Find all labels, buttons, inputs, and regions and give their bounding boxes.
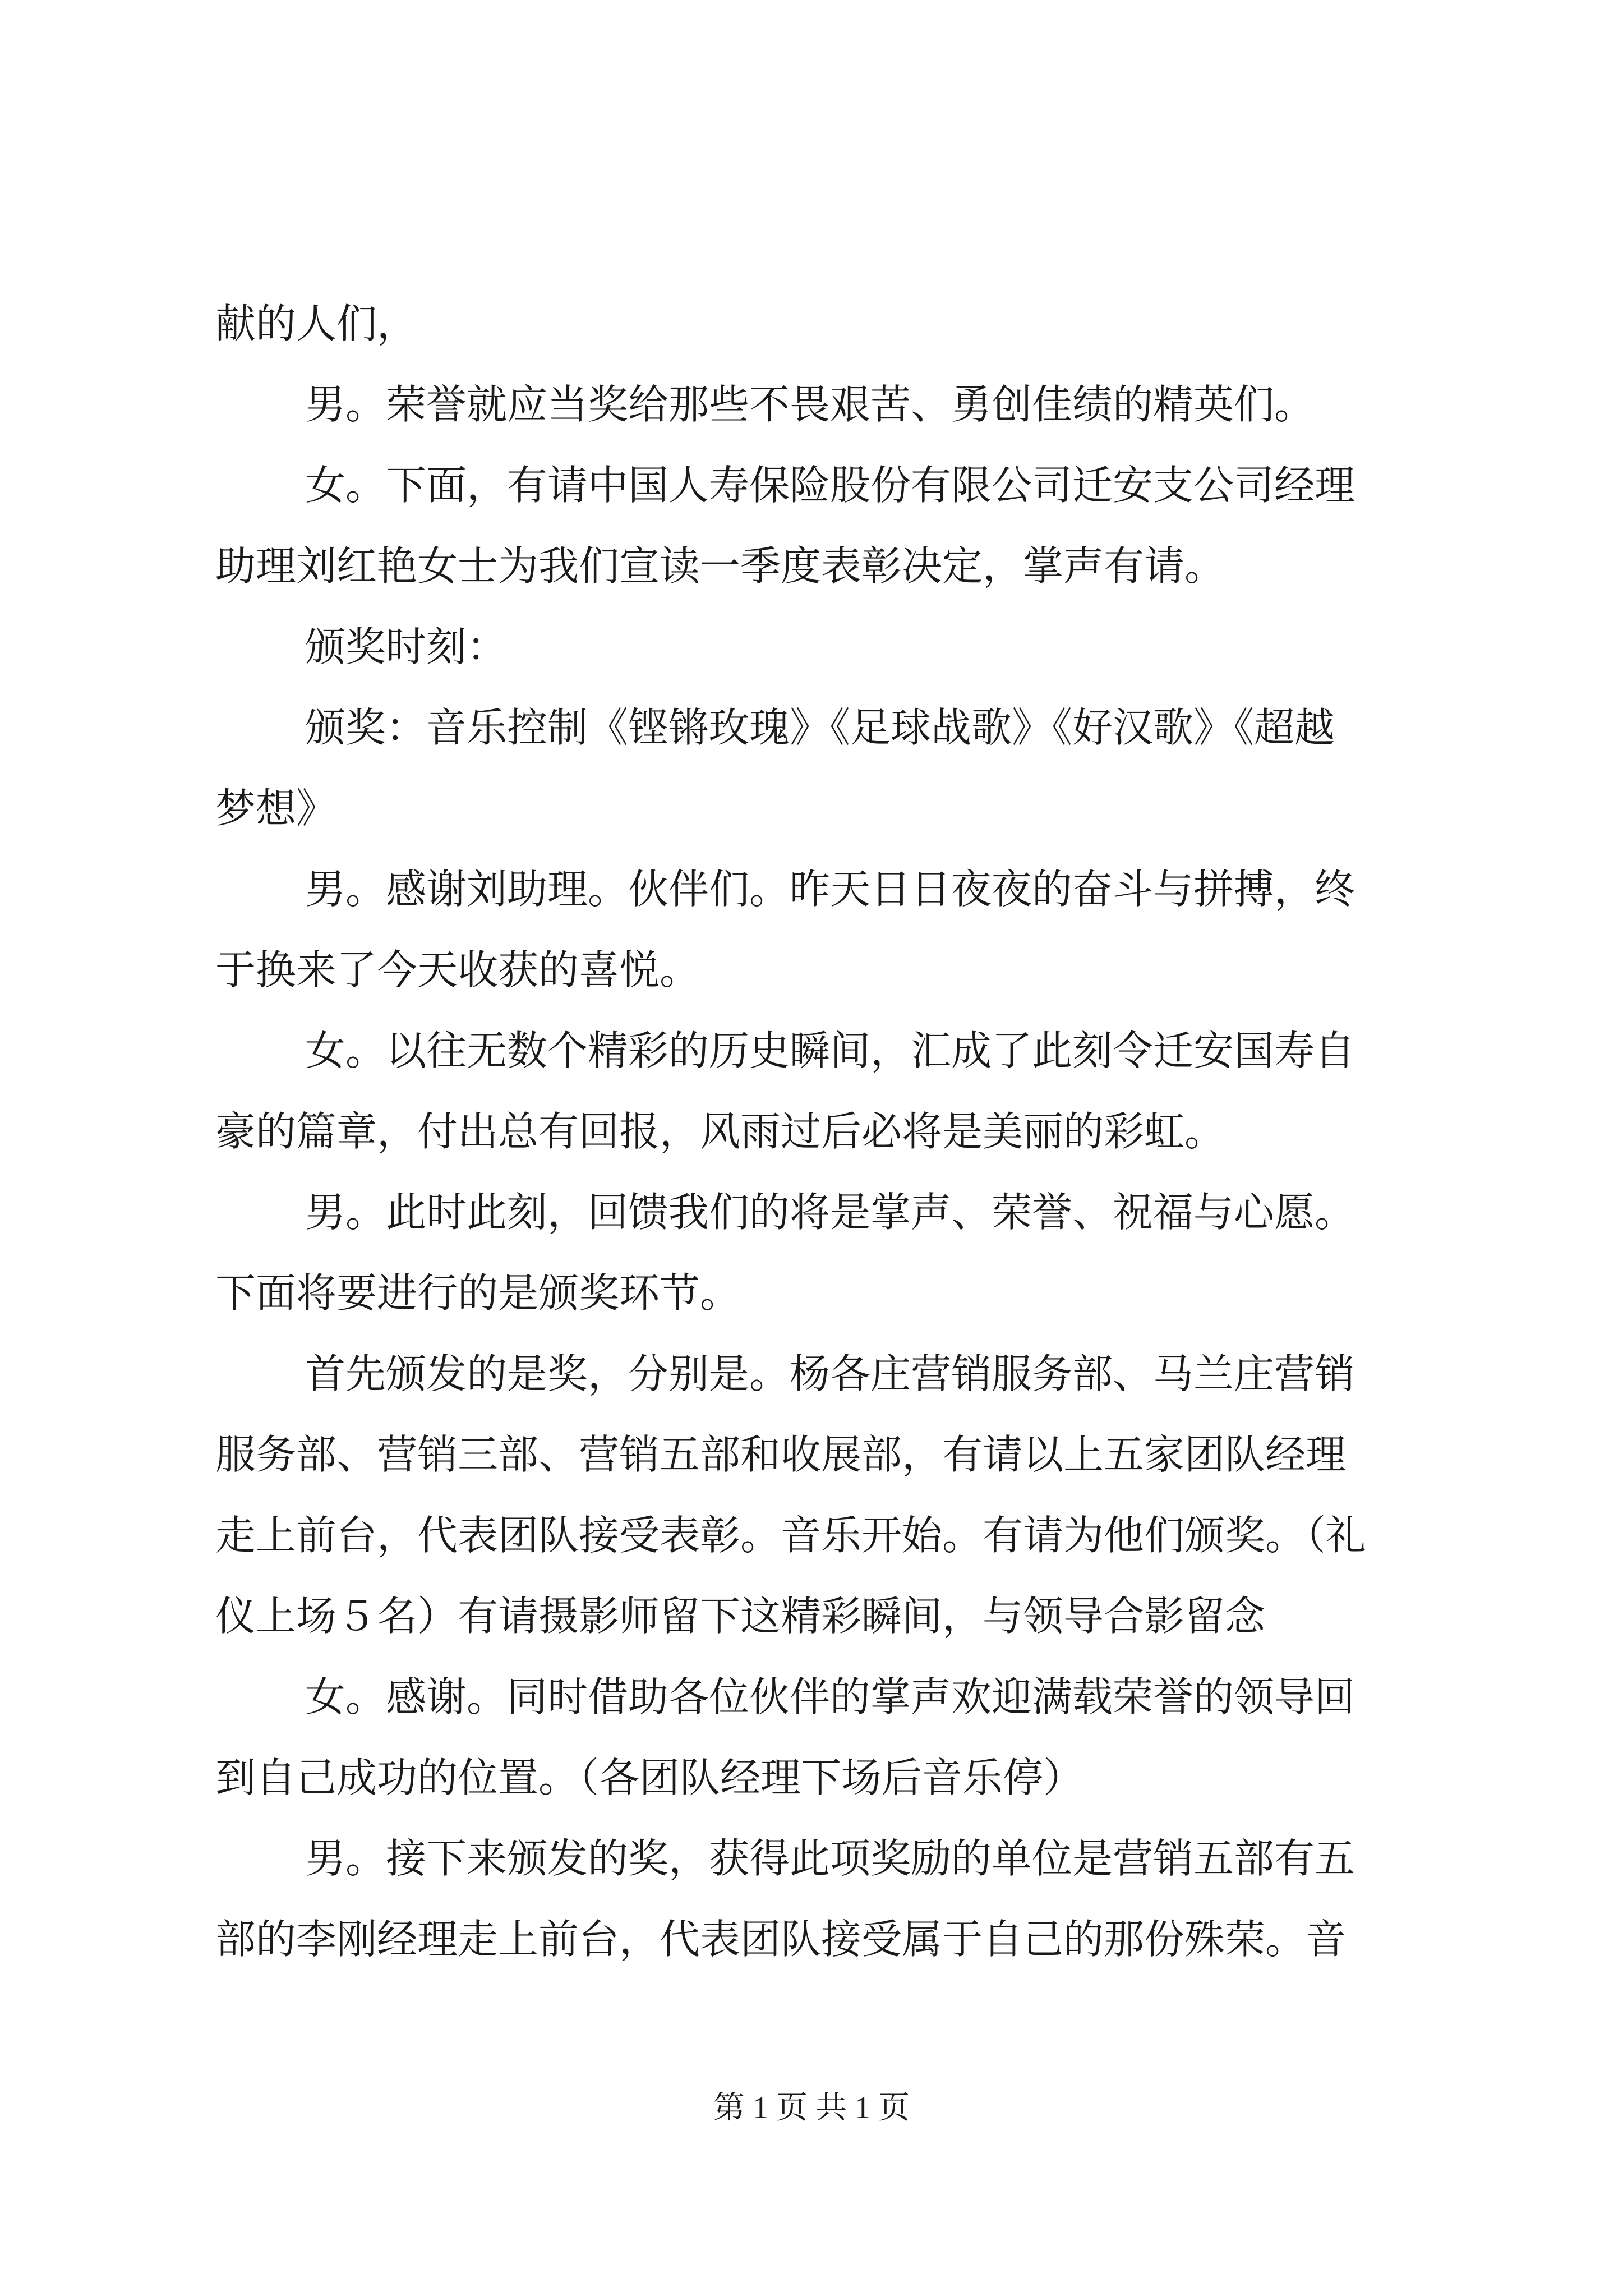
text-line: 豪的篇章，付出总有回报，风雨过后必将是美丽的彩虹。 <box>215 1108 1225 1155</box>
text-line: 颁奖时刻： <box>305 623 508 670</box>
page-number-footer: 第 1 页 共 1 页 <box>713 2091 910 2125</box>
text-line: 梦想》 <box>215 785 337 832</box>
text-line: 颁奖：音乐控制《铿锵玫瑰》《足球战歌》《好汉歌》《超越 <box>305 704 1335 751</box>
text-line: 男。此时此刻，回馈我们的将是掌声、荣誉、祝福与心愿。 <box>305 1189 1355 1236</box>
text-line: 首先颁发的是奖，分别是。杨各庄营销服务部、马兰庄营销 <box>305 1350 1355 1397</box>
text-line: 服务部、营销三部、营销五部和收展部，有请以上五家团队经理 <box>215 1431 1347 1478</box>
text-line: 下面将要进行的是颁奖环节。 <box>215 1269 741 1317</box>
document-body <box>215 283 1421 1980</box>
text-line: 献的人们， <box>215 300 418 347</box>
text-line: 走上前台，代表团队接受表彰。音乐开始。有请为他们颁奖。（礼 <box>215 1512 1367 1559</box>
text-line: 于换来了今天收获的喜悦。 <box>215 946 700 993</box>
text-line: 助理刘红艳女士为我们宣读一季度表彰决定，掌声有请。 <box>215 542 1225 590</box>
text-line: 女。感谢。同时借助各位伙伴的掌声欢迎满载荣誉的领导回 <box>305 1673 1355 1720</box>
text-line: 男。荣誉就应当奖给那些不畏艰苦、勇创佳绩的精英们。 <box>305 381 1315 428</box>
text-line: 到自己成功的位置。（各团队经理下场后音乐停） <box>215 1754 1084 1801</box>
text-line: 仪上场５名）有请摄影师留下这精彩瞬间，与领导合影留念 <box>215 1593 1266 1640</box>
text-line: 男。感谢刘助理。伙伴们。昨天日日夜夜的奋斗与拼搏，终 <box>305 866 1355 913</box>
text-line: 部的李刚经理走上前台，代表团队接受属于自己的那份殊荣。音 <box>215 1916 1347 1963</box>
text-line: 女。下面，有请中国人寿保险股份有限公司迁安支公司经理 <box>305 462 1355 509</box>
text-line: 女。以往无数个精彩的历史瞬间，汇成了此刻令迁安国寿自 <box>305 1027 1355 1074</box>
text-line: 男。接下来颁发的奖，获得此项奖励的单位是营销五部有五 <box>305 1835 1355 1882</box>
